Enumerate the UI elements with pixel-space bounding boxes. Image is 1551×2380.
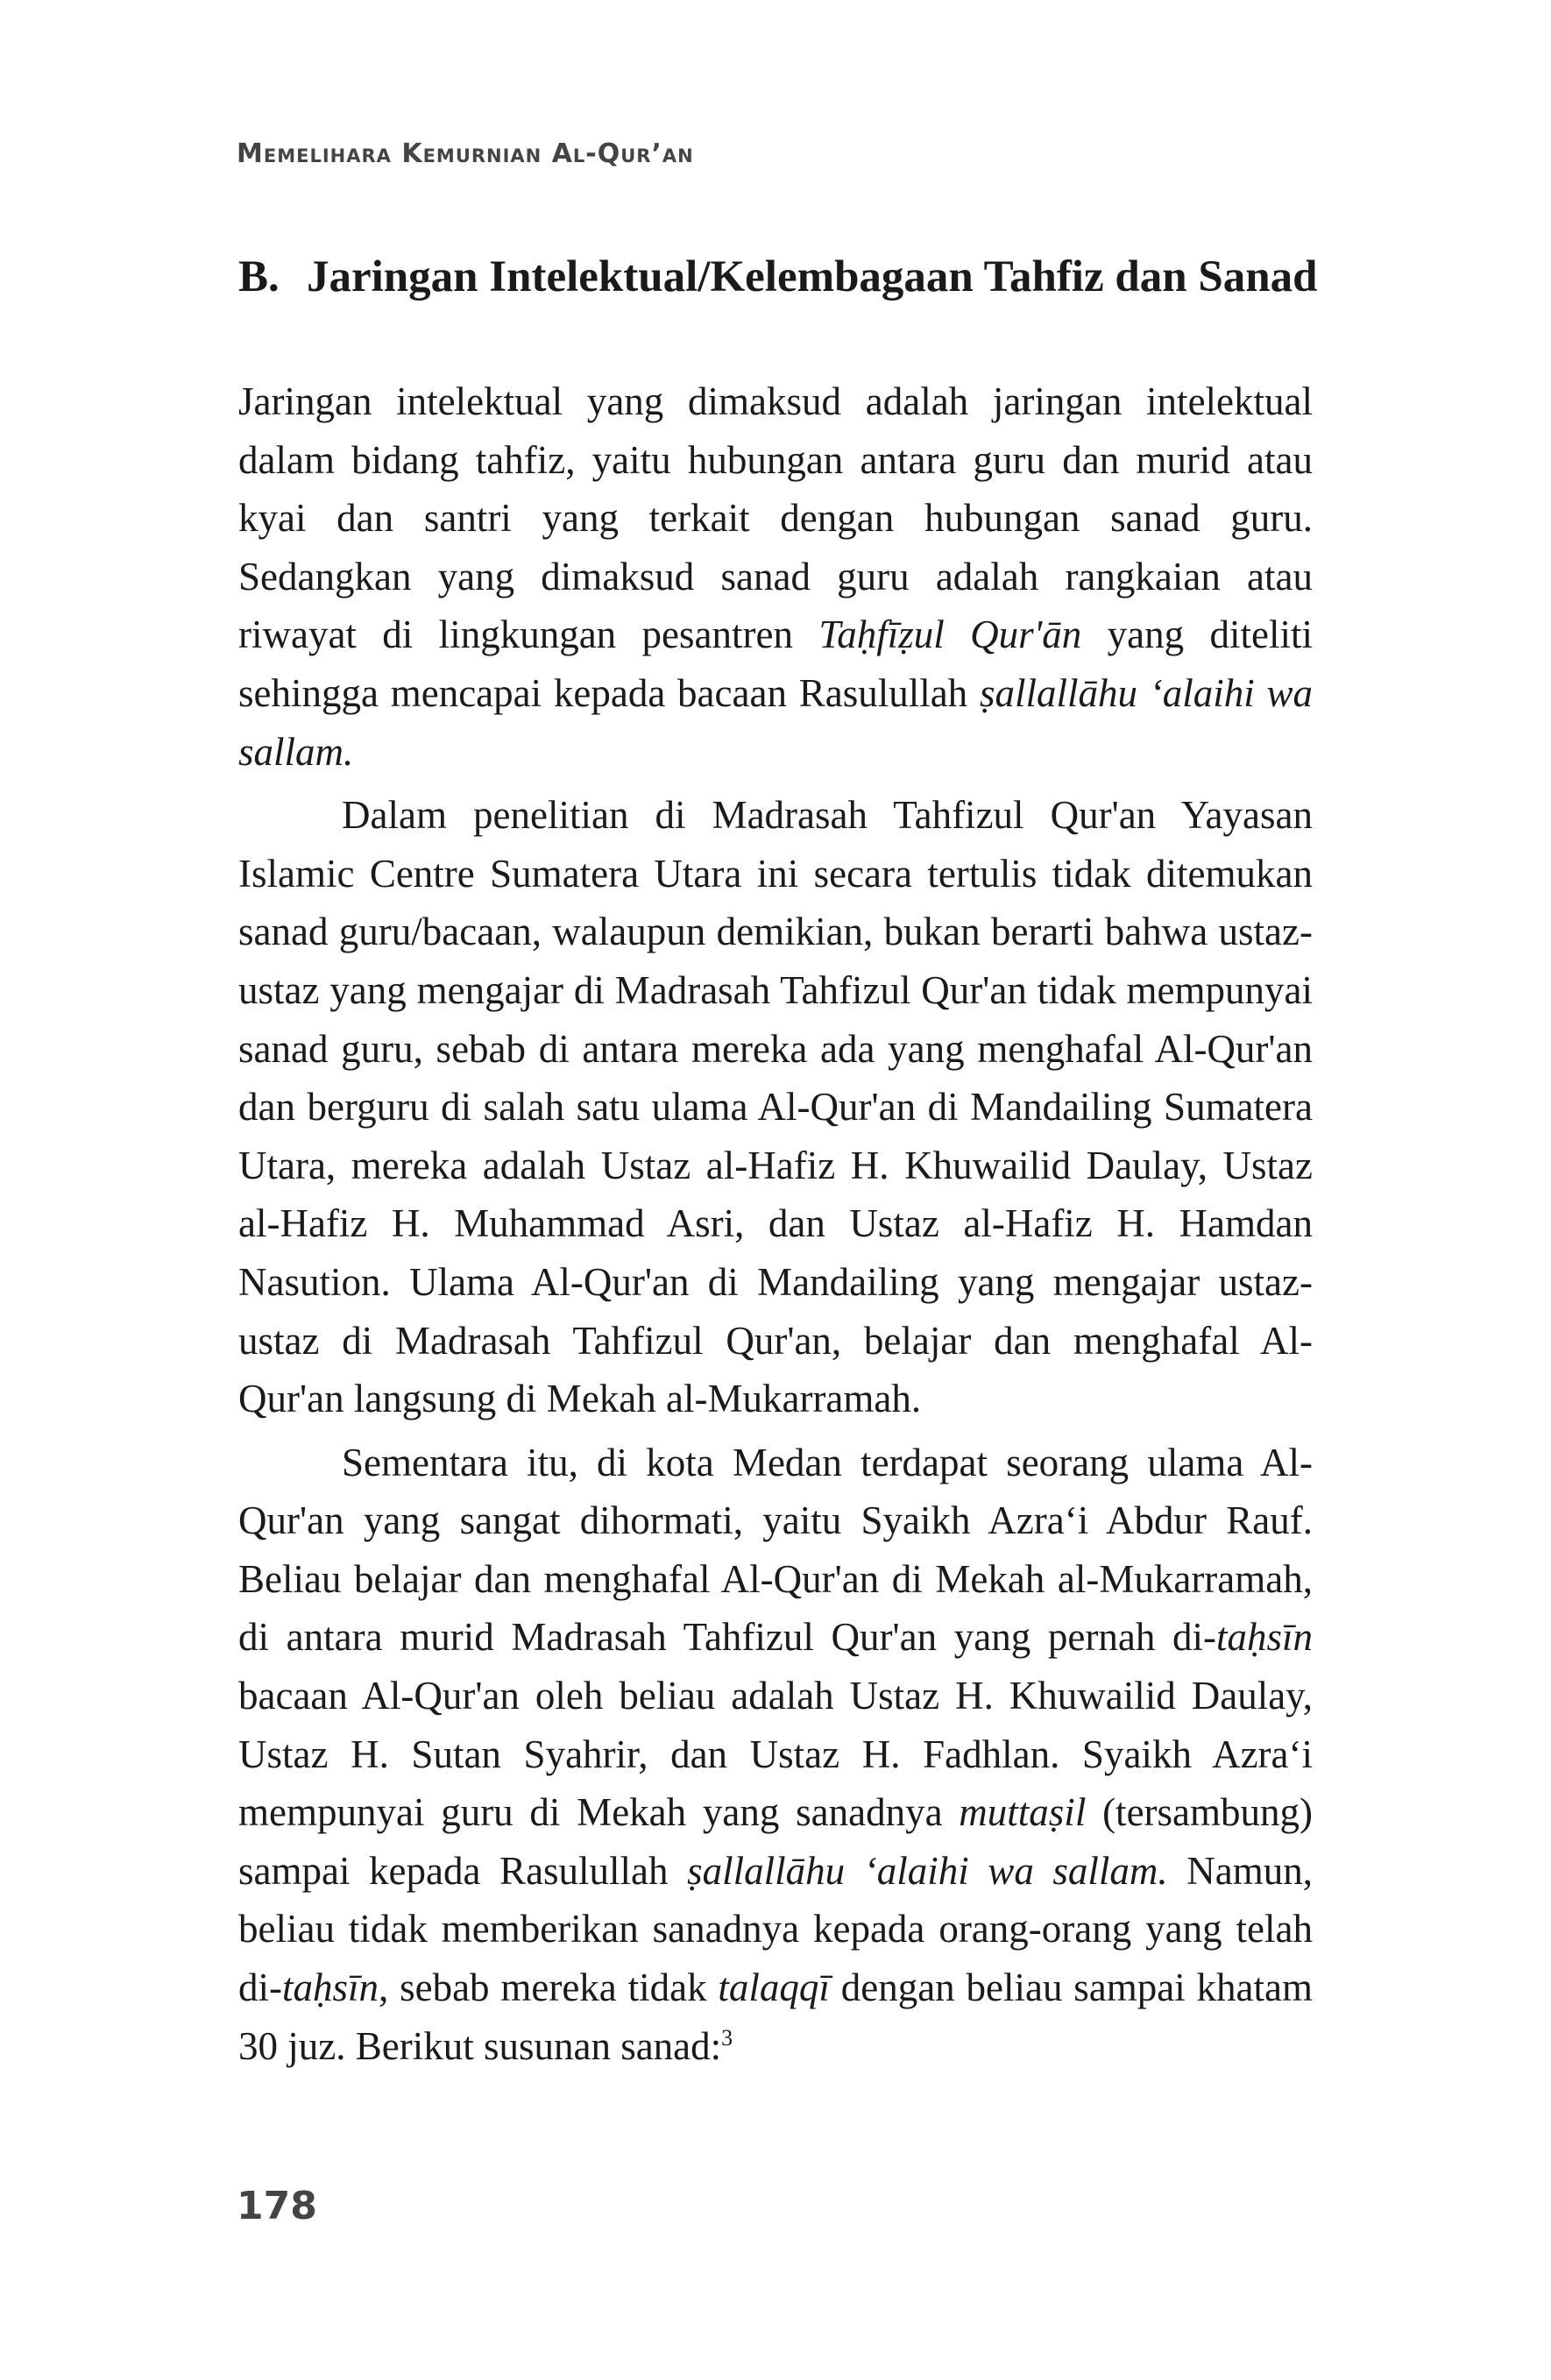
italic-term: talaqqī bbox=[718, 1966, 830, 2010]
section-heading bbox=[238, 248, 1325, 306]
paragraph-1 bbox=[238, 372, 1313, 781]
text-run: Jaringan intelektual yang dimaksud adalah jaringan intelektual dalam bidang tahfiz, yaitu hubungan antara guru dan murid atau kyai dan santri yang terkait dengan hubungan sanad guru. Sedangkan yang dimaksud sanad guru adalah rangkaian atau riwayat di lingkungan pesantren bbox=[238, 379, 1313, 657]
text-run: bacaan Al-Qur'an oleh beliau adalah Ustaz H. Khuwailid Daulay, Ustaz H. Sutan Syahrir, dan Ustaz H. Fadhlan. Syaikh Azra‘i mempunyai guru di Mekah yang sanadnya bbox=[238, 1674, 1313, 1835]
page-number: 178 bbox=[237, 2184, 317, 2228]
paragraph-3 bbox=[238, 1434, 1313, 2076]
italic-term: taḥsīn bbox=[282, 1966, 379, 2010]
text-run: (tersambung) sampai kepada Rasulullah bbox=[238, 1790, 1313, 1893]
italic-term: Taḥfīẓul Qur'ān bbox=[818, 613, 1082, 657]
text-run: dengan beliau sampai khatam 30 juz. Berikut susunan sanad: bbox=[238, 1966, 1314, 2068]
section-number: B. bbox=[238, 252, 280, 301]
paragraph-2: Dalam penelitian di Madrasah Tahfizul Qur'an Yayasan Islamic Centre Sumatera Utara ini secara tertulis tidak ditemukan sanad guru/bacaan, walaupun demikian, bukan berarti bahwa ustaz-ustaz yang mengajar di Madrasah Tahfizul Qur'an tidak mempunyai sanad guru, sebab di antara mereka ada yang menghafal Al-Qur'an dan berguru di salah satu ulama Al-Qur'an di Mandailing Sumatera Utara, mereka adalah Ustaz al-Hafiz H. Khuwailid Daulay, Ustaz al-Hafiz H. Muhammad Asri, dan Ustaz al-Hafiz H. Hamdan Nasution. Ulama Al-Qur'an di Mandailing yang mengajar ustaz-ustaz di Madrasah Tahfizul Qur'an, belajar dan menghafal Al-Qur'an langsung di Mekah al-Mukarramah. bbox=[238, 793, 1313, 1421]
body-text bbox=[238, 372, 1313, 2075]
italic-term: ṣallallāhu ‘alaihi wa sallam. bbox=[687, 1848, 1168, 1893]
text-run: , sebab mereka tidak bbox=[379, 1966, 719, 2010]
italic-term: muttaṣil bbox=[959, 1790, 1087, 1835]
running-header: Memelihara Kemurnian Al-Qur’an bbox=[237, 138, 694, 169]
text-run: yang diteliti sehingga mencapai kepada bacaan Rasulullah bbox=[238, 613, 1313, 715]
section-title: Jaringan Intelektual/Kelembagaan Tahfiz dan Sanad bbox=[307, 252, 1318, 301]
italic-term: taḥsīn bbox=[1215, 1615, 1313, 1660]
text-run: Namun, beliau tidak memberikan sanadnya kepada orang-orang yang telah di- bbox=[238, 1848, 1313, 2010]
italic-term: ṣallallāhu ‘alaihi wa sallam. bbox=[238, 670, 1314, 774]
text-run: Sementara itu, di kota Medan terdapat seorang ulama Al-Qur'an yang sangat dihormati, yaitu Syaikh Azra‘i Abdur Rauf. Beliau belajar dan menghafal Al-Qur'an di Mekah al-Mukarramah, di antara murid Madrasah Tahfizul Qur'an yang pernah di- bbox=[238, 1440, 1313, 1660]
footnote-ref[interactable]: 3 bbox=[721, 2024, 733, 2051]
